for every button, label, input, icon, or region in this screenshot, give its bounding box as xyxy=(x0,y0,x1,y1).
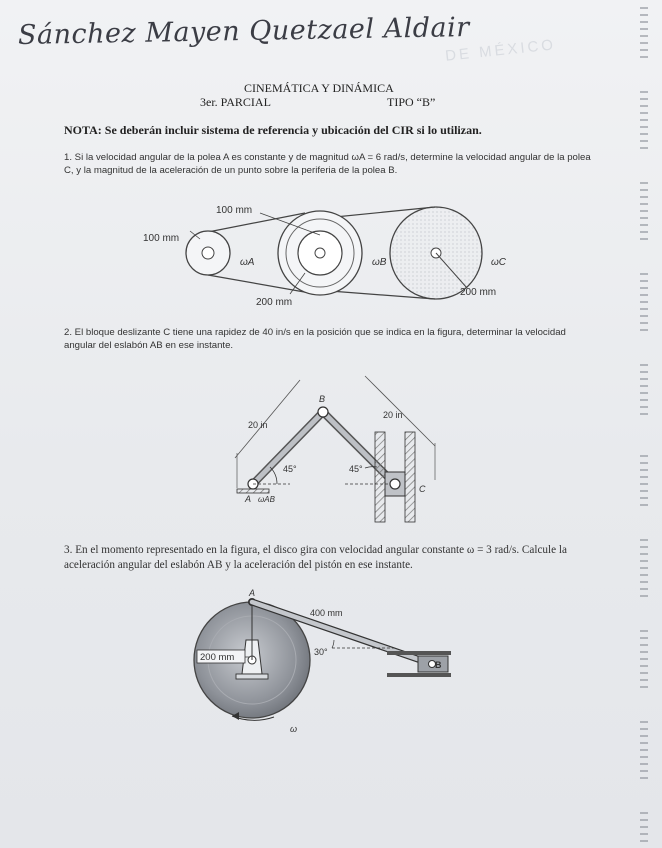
question-3-text: 3. En el momento representado en la figura, el disco gira con velocidad angular constante ω = 3 rad/s. Calcule la aceleración angular del eslabón AB y la aceleración del pistón en ese instante. xyxy=(64,544,567,571)
paper-edge-marks xyxy=(618,0,662,848)
question-1-text: 1. Si la velocidad angular de la polea A es constante y de magnitud ωA = 6 rad/s, determine la velocidad angular de la polea C, y la magnitud de la aceleración de un punto sobre la periferia de la polea B. xyxy=(64,152,591,176)
label-200mm: 200 mm xyxy=(200,652,235,663)
label-b: B xyxy=(319,394,326,404)
label-200mm-bottom: 200 mm xyxy=(256,297,293,308)
pulley-a xyxy=(186,231,230,275)
linkage-figure xyxy=(215,368,445,528)
label-20in-left: 20 in xyxy=(248,420,268,430)
student-name: Sánchez Mayen Quetzael Aldair xyxy=(17,12,470,51)
pulley-figure xyxy=(140,195,520,315)
label-a: A xyxy=(249,588,256,598)
course-title: CINEMÁTICA Y DINÁMICA xyxy=(244,81,394,95)
exam-note: NOTA: Se deberán incluir sistema de referencia y ubicación del CIR si lo utilizan. xyxy=(64,123,482,137)
label-omega-ab: ωAB xyxy=(258,495,275,504)
pulley-b xyxy=(278,211,362,295)
label-100mm-top: 100 mm xyxy=(216,205,253,216)
question-2-text: 2. El bloque deslizante C tiene una rapidez de 40 in/s en la posición que se indica en la figura, determinar la velocidad angular del eslabón AB en ese instante. xyxy=(64,327,566,351)
disk-piston-figure xyxy=(192,590,462,740)
label-a: A xyxy=(245,494,252,504)
exam-label: 3er. PARCIAL xyxy=(200,95,271,109)
label-400mm: 400 mm xyxy=(310,608,343,618)
label-omega-a: ωA xyxy=(240,257,255,268)
label-b: B xyxy=(435,660,442,670)
label-30deg: 30° xyxy=(314,647,328,657)
label-20in-right: 20 in xyxy=(383,410,403,420)
label-100mm-left: 100 mm xyxy=(143,233,180,244)
label-omega-c: ωC xyxy=(491,257,507,268)
label-omega-b: ωB xyxy=(372,257,387,268)
label-200mm-right: 200 mm xyxy=(460,287,497,298)
pulley-c xyxy=(390,207,482,299)
label-omega: ω xyxy=(290,724,298,734)
exam-type: TIPO “B” xyxy=(387,95,436,109)
watermark: DE MÉXICO xyxy=(444,36,557,65)
label-45-left: 45° xyxy=(283,464,297,474)
label-45-right: 45° xyxy=(349,464,363,474)
label-c: C xyxy=(419,484,426,494)
